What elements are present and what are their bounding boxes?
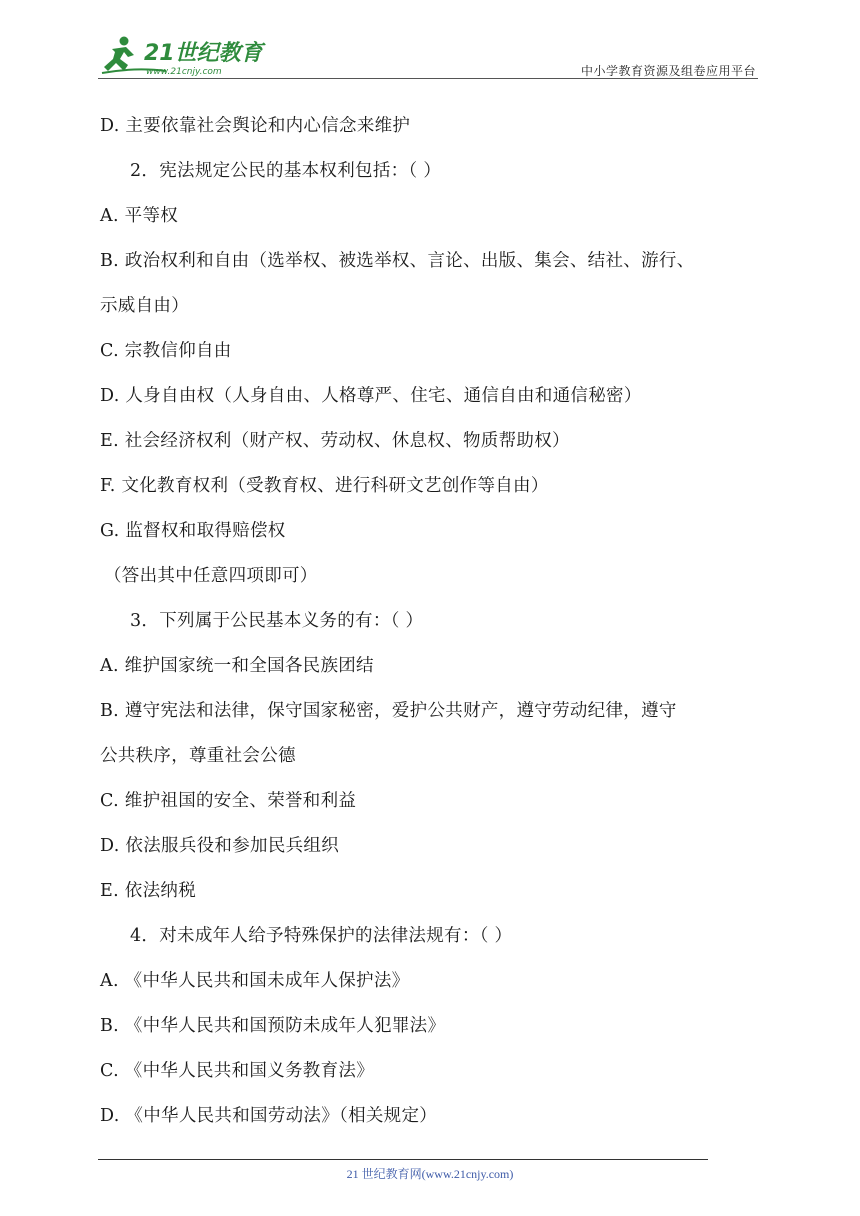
- option-line: C. 维护祖国的安全、荣誉和利益: [100, 791, 357, 811]
- option-line: G. 监督权和取得赔偿权: [100, 521, 286, 541]
- option-line: A. 《中华人民共和国未成年人保护法》: [100, 971, 410, 991]
- option-line: C. 《中华人民共和国义务教育法》: [100, 1061, 374, 1081]
- option-line: C. 宗教信仰自由: [100, 341, 232, 361]
- logo-wordmark: 21世纪教育: [144, 41, 263, 66]
- option-line: B. 遵守宪法和法律，保守国家秘密，爱护公共财产，遵守劳动纪律，遵守: [100, 701, 677, 721]
- footer-divider: [98, 1159, 708, 1160]
- footer-link[interactable]: 21 世纪教育网(www.21cnjy.com): [346, 1167, 514, 1181]
- option-line: E. 依法纳税: [100, 881, 196, 901]
- option-continuation: 公共秩序，尊重社会公德: [100, 746, 296, 766]
- option-line: D. 主要依靠社会舆论和内心信念来维护: [100, 116, 411, 136]
- option-line: D. 《中华人民共和国劳动法》（相关规定）: [100, 1106, 438, 1126]
- document-body: [100, 104, 768, 1139]
- option-line: B. 《中华人民共和国预防未成年人犯罪法》: [100, 1016, 446, 1036]
- option-line: E. 社会经济权利（财产权、劳动权、休息权、物质帮助权）: [100, 431, 570, 451]
- option-line: D. 人身自由权（人身自由、人格尊严、住宅、通信自由和通信秘密）: [100, 386, 642, 406]
- option-line: B. 政治权利和自由（选举权、被选举权、言论、出版、集会、结社、游行、: [100, 251, 695, 271]
- site-logo: [96, 33, 266, 79]
- option-line: A. 平等权: [100, 206, 179, 226]
- question-2: 2．宪法规定公民的基本权利包括：（ ）: [130, 161, 442, 181]
- logo-url: www.21cnjy.com: [146, 67, 222, 77]
- option-line: F. 文化教育权利（受教育权、进行科研文艺创作等自由）: [100, 476, 549, 496]
- option-line: A. 维护国家统一和全国各民族团结: [100, 656, 374, 676]
- question-4: 4．对未成年人给予特殊保护的法律法规有：（ ）: [130, 926, 513, 946]
- header-divider: [98, 78, 758, 79]
- logo-icon: [96, 33, 266, 79]
- question-3: 3．下列属于公民基本义务的有：（ ）: [130, 611, 424, 631]
- answer-note: （答出其中任意四项即可）: [104, 566, 318, 586]
- platform-title: 中小学教育资源及组卷应用平台: [580, 64, 756, 78]
- page-header: [0, 0, 860, 82]
- option-line: D. 依法服兵役和参加民兵组织: [100, 836, 340, 856]
- option-continuation: 示威自由）: [100, 296, 189, 316]
